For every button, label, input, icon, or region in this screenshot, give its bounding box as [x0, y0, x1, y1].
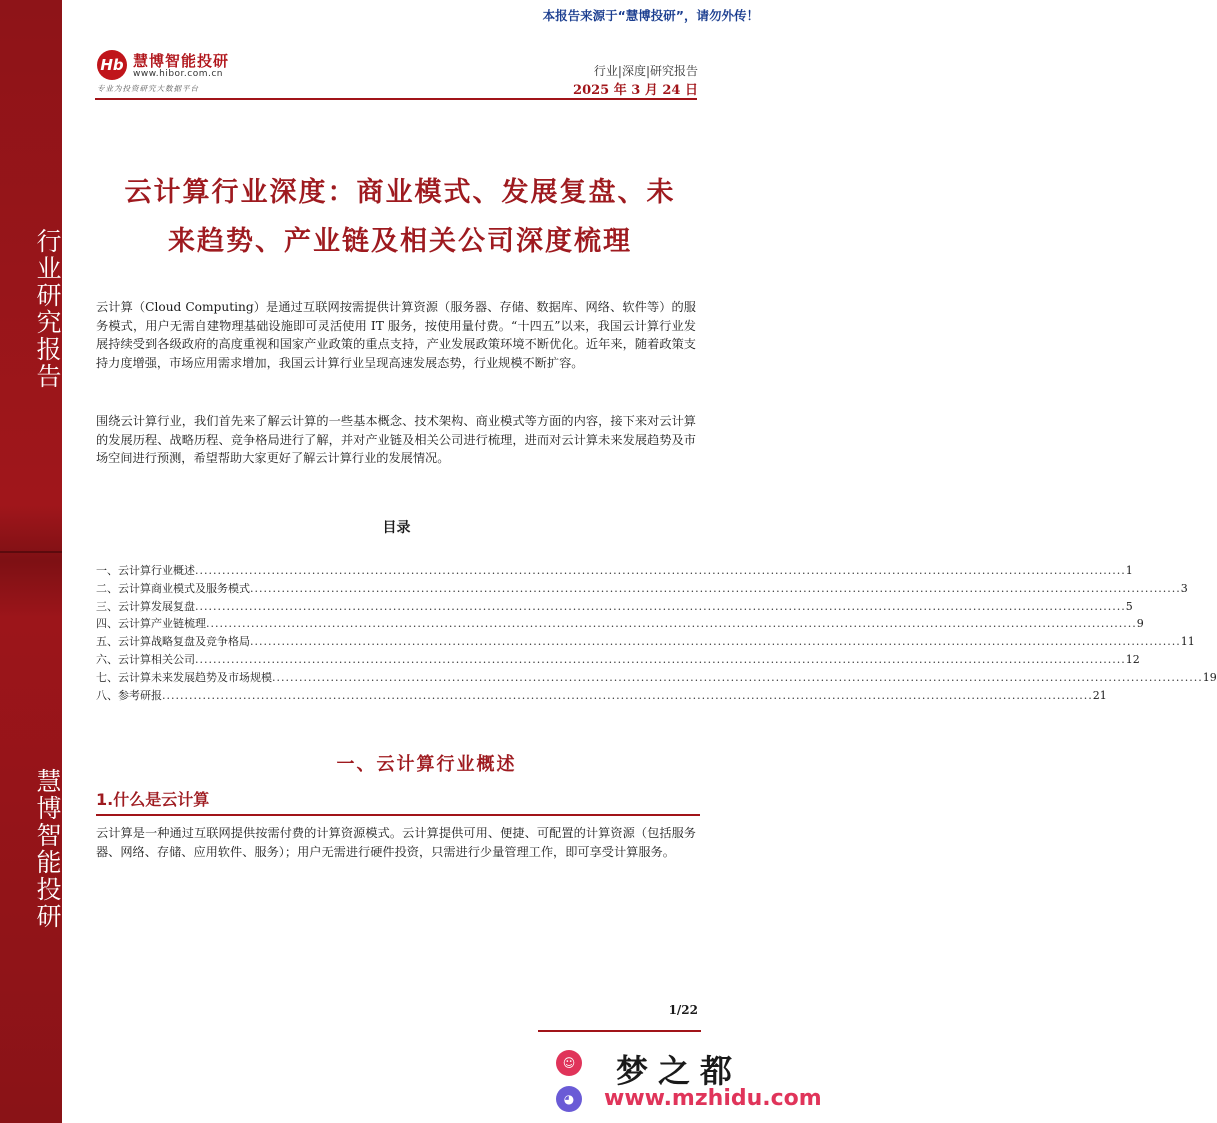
- toc-item[interactable]: [96, 669, 1217, 687]
- report-title-line-1: 云计算行业深度：商业模式、发展复盘、未: [124, 177, 676, 208]
- footer-divider: [538, 1030, 701, 1032]
- toc-item-label: 七、云计算未来发展趋势及市场规模: [96, 670, 272, 684]
- logo-slogan: 专业为投资研究大数据平台: [97, 84, 199, 93]
- smile-face-icon: ☺: [556, 1050, 582, 1076]
- cat-face-icon: ◕: [556, 1086, 582, 1112]
- toc-leader-dots: [162, 687, 1093, 705]
- toc-item-label: 六、云计算相关公司: [96, 652, 195, 666]
- toc-item[interactable]: [96, 615, 1144, 633]
- toc-item-page: 5: [1125, 599, 1133, 613]
- logo-name: 慧博智能投研: [133, 52, 230, 70]
- report-title-line-2: 来趋势、产业链及相关公司深度梳理: [168, 226, 632, 257]
- table-of-contents: [96, 562, 1217, 704]
- toc-item-label: 八、参考研报: [96, 688, 162, 702]
- toc-leader-dots: [206, 615, 1137, 633]
- toc-leader-dots: [195, 562, 1126, 580]
- watermark-url: www.mzhidu.com: [604, 1086, 822, 1111]
- toc-item-page: 3: [1180, 581, 1188, 595]
- toc-item-page: 12: [1125, 652, 1140, 666]
- intro-paragraph-2: 围绕云计算行业，我们首先来了解云计算的一些基本概念、技术架构、商业模式等方面的内容，接下来对云计算的发展历程、战略历程、竞争格局进行了解，并对产业链及相关公司进行梳理，进而对云计算未来发展趋势及市场空间进行预测，希望帮助大家更好了解云计算行业的发展情况。: [96, 414, 696, 466]
- toc-title: [0, 517, 793, 537]
- toc-item-label: 五、云计算战略复盘及竞争格局: [96, 635, 250, 649]
- toc-item-page: 9: [1136, 617, 1144, 631]
- subsection-heading: 1.什么是云计算: [96, 787, 700, 816]
- report-date: 2025 年 3 月 24 日: [573, 83, 698, 98]
- source-banner: 本报告来源于“慧博投研”，请勿外传！: [542, 8, 759, 23]
- header-divider: [95, 98, 697, 100]
- sidebar-top-label: 行业研究报告: [33, 228, 62, 390]
- toc-leader-dots: [272, 669, 1203, 687]
- hibor-logo: [97, 50, 277, 94]
- logo-url: www.hibor.com.cn: [133, 69, 224, 79]
- hibor-logo-icon: Hb: [97, 50, 127, 80]
- section-heading: [0, 750, 793, 776]
- toc-item-page: 21: [1092, 688, 1107, 702]
- sidebar-bottom-label: 慧博智能投研: [33, 768, 62, 930]
- toc-item-label: 四、云计算产业链梳理: [96, 617, 206, 631]
- toc-title-text: 目录: [382, 520, 411, 536]
- sidebar: [0, 0, 62, 1123]
- toc-leader-dots: [195, 651, 1126, 669]
- watermark-logo: [556, 1046, 822, 1116]
- toc-item-page: 1: [1125, 564, 1133, 577]
- toc-item[interactable]: [96, 562, 1133, 580]
- watermark-name: 梦之都: [616, 1052, 743, 1090]
- intro-paragraph-1: 云计算（Cloud Computing）是通过互联网按需提供计算资源（服务器、存储、数据库、网络、软件等）的服务模式，用户无需自建物理基础设施即可灵活使用 IT 服务，按使用量付费。“十四五”以来，我国云计算行业发展持续受到各级政府的高度重视和国家产业政策的重点支持，产业发展政策环境不断优化。近年来，随着政策支持力度增强，市场应用需求增加，我国云计算行业呈现高速发展态势，行业规模不断扩容。: [96, 300, 696, 370]
- section-heading-text: 一、云计算行业概述: [336, 754, 517, 775]
- report-title: [100, 168, 700, 266]
- toc-item-label: 二、云计算商业模式及服务模式: [96, 581, 250, 595]
- toc-item[interactable]: [96, 687, 1107, 705]
- toc-item[interactable]: [96, 633, 1195, 651]
- toc-item[interactable]: [96, 580, 1188, 598]
- toc-item-label: 三、云计算发展复盘: [96, 599, 195, 613]
- report-type: 行业|深度|研究报告: [593, 64, 698, 78]
- toc-item[interactable]: [96, 598, 1133, 616]
- toc-item[interactable]: [96, 651, 1140, 669]
- section-paragraph: 云计算是一种通过互联网提供按需付费的计算资源模式。云计算提供可用、便捷、可配置的计算资源（包括服务器、网络、存储、应用软件、服务）；用户无需进行硬件投资，只需进行少量管理工作，即可享受计算服务。: [96, 826, 696, 859]
- toc-item-label: 一、云计算行业概述: [96, 564, 195, 577]
- toc-item-page: 11: [1180, 635, 1195, 649]
- toc-item-page: 19: [1202, 670, 1217, 684]
- page-number: 1/22: [668, 1003, 698, 1017]
- toc-leader-dots: [250, 580, 1181, 598]
- toc-leader-dots: [195, 598, 1126, 616]
- toc-leader-dots: [250, 633, 1181, 651]
- sidebar-divider: [0, 551, 62, 553]
